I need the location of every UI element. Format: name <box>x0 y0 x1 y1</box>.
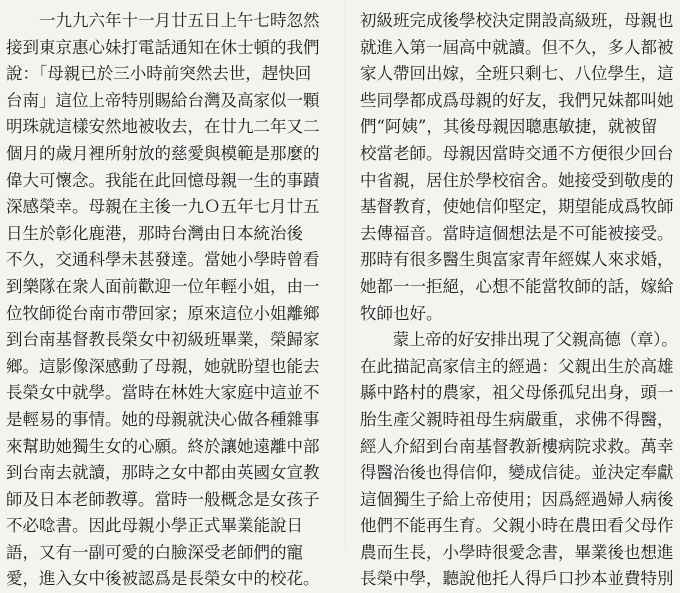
left-column <box>6 8 338 593</box>
text-line: 基督教育，使她信仰堅定，期望能成爲牧師 <box>360 197 674 217</box>
text-line: 位牧師從台南市帶回家；原來這位小姐離鄉 <box>6 303 320 323</box>
text-line: 偉大可懷念。我能在此回憶母親一生的事蹟 <box>6 170 320 190</box>
right-column <box>360 8 678 593</box>
text-line: 一九九六年十一月廿五日上午七時忽然 <box>6 11 320 30</box>
text-line: 那時有很多醫生與富家青年經媒人來求婚， <box>360 250 674 270</box>
text-line: 些同學都成爲母親的好友，我們兄妹都叫她 <box>360 90 674 110</box>
text-line: 說：「母親已於三小時前突然去世，趕快回 <box>6 64 312 84</box>
text-line: 在此描記高家信主的經過：父親出生於高雄 <box>360 356 674 376</box>
text-line: 個月的歲月裡所射放的慈愛與模範是那麼的 <box>6 143 320 163</box>
text-line: 他們不能再生育。父親小時在農田看父母作 <box>360 516 674 536</box>
text-line: 不久，交通科學未甚發達。當她小學時曾看 <box>6 250 320 270</box>
text-line: 長榮中學，聽說他托人得戶口抄本並費特別 <box>360 569 674 589</box>
text-line: 接到東京惠心妹打電話通知在休士頓的我們 <box>6 37 320 57</box>
text-line: 就進入第一屆高中就讀。但不久，多人都被 <box>360 37 674 57</box>
text-line: 來幫助她獨生女的心願。終於讓她遠離中部 <box>6 436 320 456</box>
text-line: 經人介紹到台南基督教新樓病院求救。萬幸 <box>360 436 674 456</box>
text-line: 農而生長，小學時很愛念書，畢業後也想進 <box>360 542 674 562</box>
text-line: 長榮女中就學。當時在林姓大家庭中這並不 <box>6 383 320 403</box>
text-line: 鄉。這影像深感動了母親，她就盼望也能去 <box>6 356 320 376</box>
text-line: 愛，進入女中後被認爲是長榮女中的校花。 <box>6 569 320 589</box>
text-line: 到台南去就讀，那時之女中都由英國女宣教 <box>6 463 320 483</box>
text-line: 深感榮幸。母親在主後一九Ｏ五年七月廿五 <box>6 197 320 217</box>
text-line: 們“阿姨”，其後母親因聰惠敏捷，就被留 <box>360 117 658 137</box>
text-line: 家人帶回出嫁，全班只剩七、八位學生，這 <box>360 64 674 84</box>
text-line: 去傳福音。當時這個想法是不可能被接受。 <box>360 223 674 243</box>
text-line: 是輕易的事情。她的母親就決心做各種雜事 <box>6 409 320 429</box>
text-line: 明珠就這樣安然地被收去，在廿九二年又二 <box>6 117 320 137</box>
text-line: 不必唸書。因此母親小學正式畢業能說日 <box>6 516 303 536</box>
text-line: 蒙上帝的好安排出現了父親高德（章）。 <box>360 330 678 350</box>
text-line: 到樂隊在衆人面前歡迎一位年輕小姐，由一 <box>6 276 320 296</box>
text-line: 師及日本老師教導。當時一般概念是女孩子 <box>6 489 320 509</box>
column-gutter <box>345 0 346 549</box>
text-line: 這個獨生子給上帝使用；因爲經過婦人病後 <box>360 489 674 509</box>
text-line: 胎生產父親時祖母生病嚴重，求佛不得醫， <box>360 409 674 429</box>
text-line: 到台南基督教長榮女中初級班畢業，榮歸家 <box>6 330 320 350</box>
text-line: 得醫治後也得信仰，變成信徒。並決定奉獻 <box>360 463 674 483</box>
text-line: 牧師也好。 <box>360 303 443 323</box>
text-line: 她都一一拒絕，心想不能當牧師的話，嫁給 <box>360 276 674 296</box>
text-line: 縣中路村的農家，祖父母係孤兒出身，頭一 <box>360 383 674 403</box>
text-line: 日生於彰化鹿港，那時台灣由日本統治後 <box>6 223 303 243</box>
text-line: 中省親，居住於學校宿舍。她接受到敬虔的 <box>360 170 674 190</box>
text-line: 校當老師。母親因當時交通不方便很少回台 <box>360 143 674 163</box>
text-line: 台南」這位上帝特別賜給台灣及高家似一顆 <box>6 90 320 110</box>
text-line: 初級班完成後學校決定開設高級班，母親也 <box>360 11 674 30</box>
text-line: 語，又有一副可愛的白臉深受老師們的寵 <box>6 542 303 562</box>
